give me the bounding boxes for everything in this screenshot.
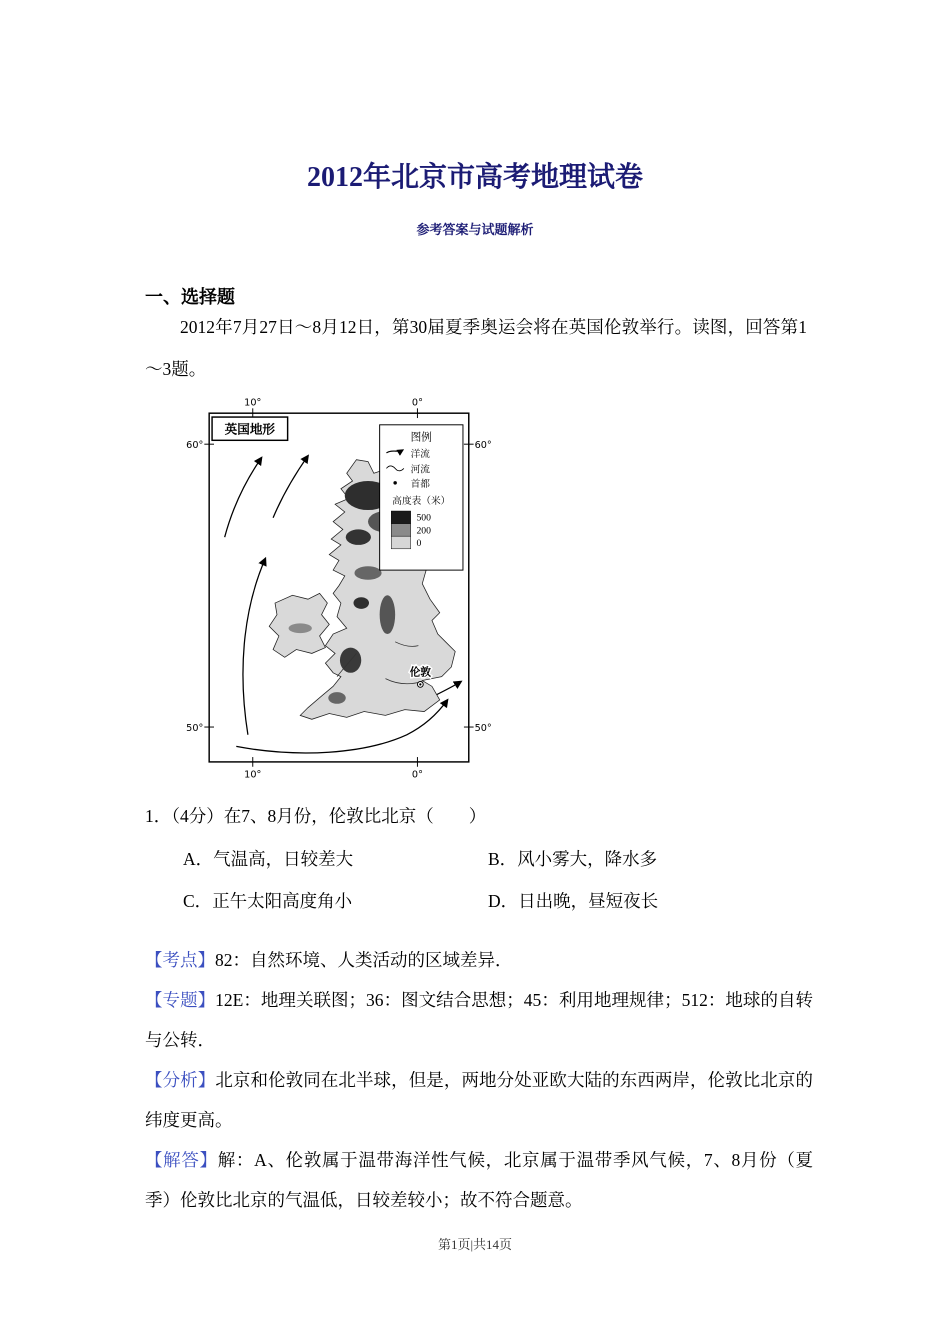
option-d-label: D． <box>488 891 519 911</box>
analysis-item-jieda <box>145 1140 813 1220</box>
uk-map <box>178 388 498 790</box>
legend-title: 图例 <box>410 432 432 444</box>
lon-label-top-right: 0° <box>411 397 423 409</box>
question-stem <box>145 798 807 834</box>
tag-zhuanti: 【专题】 <box>145 990 216 1010</box>
lon-label-bottom-right: 0° <box>411 769 423 781</box>
tag-kaodian: 【考点】 <box>145 950 215 970</box>
map-title-label: 英国地形 <box>224 422 276 437</box>
london-label: 伦敦 <box>409 667 431 679</box>
option-d <box>488 886 807 916</box>
elevation-value-200: 200 <box>416 525 431 537</box>
uk-map-figure <box>178 388 498 795</box>
option-a <box>183 844 488 874</box>
analysis-item-kaodian <box>145 940 813 980</box>
question-number: 1． <box>145 806 172 826</box>
page-footer: 第1页|共14页 <box>437 1237 513 1252</box>
elevation-swatch-500 <box>391 511 410 524</box>
page-subtitle: 参考答案与试题解析 <box>416 222 534 237</box>
tag-jieda: 【解答】 <box>145 1150 218 1170</box>
option-c-label: C． <box>183 891 213 911</box>
analysis-block <box>145 940 813 1220</box>
legend-label-current: 洋流 <box>410 448 431 460</box>
analysis-item-fenxi <box>145 1060 813 1140</box>
lat-label-left-bottom: 50° <box>186 722 204 734</box>
options-grid <box>145 844 807 916</box>
elevation-swatch-200 <box>391 524 410 537</box>
lat-label-left-top: 60° <box>186 440 204 452</box>
map-legend <box>380 425 463 570</box>
elevation-value-0: 0 <box>416 537 422 549</box>
option-a-label: A． <box>183 849 214 869</box>
section-heading: 一、选择题 <box>145 287 235 307</box>
analysis-text-jieda: 解：A、伦敦属于温带海洋性气候，北京属于温带季风气候，7、8月份（夏季）伦敦比北京的气温低，日较差较小；故不符合题意。 <box>145 1150 814 1210</box>
lat-label-right-top: 60° <box>474 440 492 452</box>
lon-label-top-left: 10° <box>244 397 262 409</box>
lat-label-right-bottom: 50° <box>474 722 492 734</box>
analysis-text-fenxi: 北京和伦敦同在北半球，但是，两地分处亚欧大陆的东西两岸，伦敦比北京的纬度更高。 <box>145 1070 814 1130</box>
option-c-text: 正午太阳高度角小 <box>212 891 353 911</box>
intro-paragraph: 2012年7月27日～8月12日，第30届夏季奥运会将在英国伦敦举行。读图，回答第1～3题。 <box>145 317 807 379</box>
page-title: 2012年北京市高考地理试卷 <box>306 162 643 193</box>
london-marker <box>417 682 423 688</box>
option-a-text: 气温高，日较差大 <box>213 849 354 869</box>
ireland-terrain <box>289 623 312 633</box>
elevation-swatch-0 <box>391 536 410 549</box>
analysis-item-zhuanti <box>145 980 813 1060</box>
option-b <box>488 844 807 874</box>
lon-label-bottom-left: 10° <box>244 769 262 781</box>
analysis-text-zhuanti: 12E：地理关联图；36：图文结合思想；45：利用地理规律；512：地球的自转与公转． <box>145 990 814 1050</box>
map-title-box <box>212 417 288 440</box>
analysis-text-kaodian: 82：自然环境、人类活动的区域差异． <box>215 950 513 970</box>
legend-capital-icon <box>393 481 396 484</box>
option-b-text: 风小雾大，降水多 <box>517 849 658 869</box>
tag-fenxi: 【分析】 <box>145 1070 216 1090</box>
option-c <box>183 886 488 916</box>
option-b-label: B． <box>488 849 518 869</box>
legend-label-capital: 首都 <box>410 478 431 490</box>
question-stem-text: （4分）在7、8月份，伦敦比北京（ ） <box>171 806 487 826</box>
legend-label-river: 河流 <box>410 464 431 476</box>
question-1 <box>145 798 807 916</box>
elevation-value-500: 500 <box>416 512 431 524</box>
legend-elevation-title: 高度表（米） <box>392 496 451 508</box>
option-d-text: 日出晚，昼短夜长 <box>518 891 659 911</box>
